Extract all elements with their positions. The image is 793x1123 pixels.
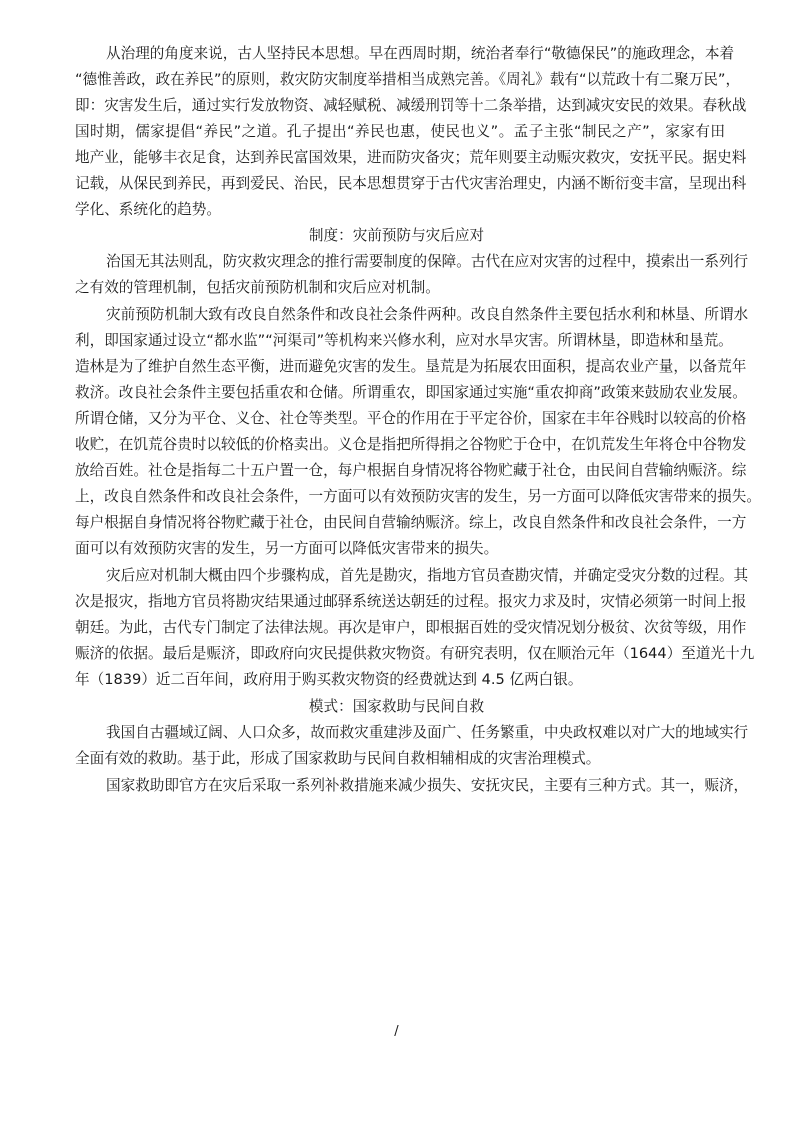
paragraph-3-line-1: 灾前预防机制大致有改良自然条件和改良社会条件两种。改良自然条件主要包括水利和林垦、所谓水: [106, 306, 749, 323]
paragraph-1-line-3: 即：灾害发生后，通过实行发放物资、减轻赋税、减缓刑罚等十二条举措，达到减灾安民的效果。春秋战: [75, 97, 747, 114]
paragraph-1-line-1: 从治理的角度来说，古人坚持民本思想。早在西周时期，统治者奉行“敬德保民”的施政理念，本着: [106, 45, 735, 62]
paragraph-5-line-2: 全面有效的救助。基于此，形成了国家救助与民间自救相辅相成的灾害治理模式。: [75, 750, 601, 767]
paragraph-4-line-2: 次是报灾，指地方官员将勘灾结果通过邮驿系统送达朝廷的过程。报灾力求及时，灾情必须第一时间上报: [75, 593, 747, 610]
paragraph-4-line-5: 年（1839）近二百年间，政府用于购买救灾物资的经费就达到 4.5 亿两白银。: [75, 671, 583, 688]
paragraph-1-line-6: 记载，从保民到养民，再到爱民、治民，民本思想贯穿于古代灾害治理史，内涵不断衍变丰富，呈现出科: [75, 175, 747, 192]
paragraph-3-line-2: 利，即国家通过设立“都水监”“河渠司”等机构来兴修水利，应对水旱灾害。所谓林垦，即造林和垦荒。: [75, 332, 733, 349]
paragraph-3-line-5: 所谓仓储，又分为平仓、义仓、社仓等类型。平仓的作用在于平定谷价，国家在丰年谷贱时以较高的价格: [75, 410, 747, 427]
paragraph-4-line-4: 赈济的依据。最后是赈济，即政府向灾民提供救灾物资。有研究表明，仅在顺治元年（1644）至道光十九: [75, 645, 755, 662]
paragraph-4-line-3: 朝廷。为此，古代专门制定了法律法规。再次是审户，即根据百姓的受灾情况划分极贫、次贫等级，用作: [75, 619, 747, 636]
paragraph-3-line-4: 救济。改良社会条件主要包括重农和仓储。所谓重农，即国家通过实施“重农抑商”政策来鼓励农业发展。: [75, 384, 747, 401]
section-heading-mode: 模式：国家救助与民间自救: [308, 698, 485, 715]
paragraph-1-line-2: “德惟善政，政在养民”的原则，救灾防灾制度举措相当成熟完善。《周礼》载有“以荒政十有二聚万民”，: [75, 71, 741, 88]
paragraph-1-line-7: 学化、系统化的趋势。: [75, 201, 221, 218]
paragraph-1-line-5: 地产业，能够丰衣足食，达到养民富国效果，进而防灾备灾；荒年则要主动赈灾救灾，安抚平民。据史料: [75, 149, 747, 166]
paragraph-2-line-1: 治国无其法则乱，防灾救灾理念的推行需要制度的保障。古代在应对灾害的过程中，摸索出一系列行: [106, 253, 749, 270]
paragraph-5-line-1: 我国自古疆域辽阔、人口众多，故而救灾重建涉及面广、任务繁重，中央政权难以对广大的地域实行: [106, 724, 749, 741]
paragraph-3-line-8: 上，改良自然条件和改良社会条件，一方面可以有效预防灾害的发生，另一方面可以降低灾害带来的损失。: [75, 488, 761, 505]
paragraph-3-line-6: 收贮，在饥荒谷贵时以较低的价格卖出。义仓是指把所得捐之谷物贮于仓中，在饥荒发生年将仓中谷物发: [75, 436, 747, 453]
paragraph-3-line-10: 面可以有效预防灾害的发生，另一方面可以降低灾害带来的损失。: [75, 540, 499, 557]
section-heading-system: 制度：灾前预防与灾后应对: [308, 227, 485, 244]
paragraph-1-line-4: 国时期，儒家提倡“养民”之道。孔子提出“养民也惠，使民也义”。孟子主张“制民之产”，家家有田: [75, 123, 725, 140]
paragraph-4-line-1: 灾后应对机制大概由四个步骤构成，首先是勘灾，指地方官员查勘灾情，并确定受灾分数的过程。其: [106, 567, 749, 584]
page-number: /: [394, 1024, 399, 1039]
paragraph-3-line-7: 放给百姓。社仓是指每二十五户置一仓，每户根据自身情况将谷物贮藏于社仓，由民间自营输纳赈济。综: [75, 462, 747, 479]
paragraph-2-line-2: 之有效的管理机制，包括灾前预防机制和灾后应对机制。: [75, 279, 440, 296]
paragraph-3-line-9: 每户根据自身情况将谷物贮藏于社仓，由民间自营输纳赈济。综上，改良自然条件和改良社会条件，一方: [75, 514, 747, 531]
paragraph-3-line-3: 造林是为了维护自然生态平衡，进而避免灾害的发生。垦荒是为拓展农田面积，提高农业产量，以备荒年: [75, 358, 747, 375]
paragraph-6-line-1: 国家救助即官方在灾后采取一系列补救措施来减少损失、安抚灾民，主要有三种方式。其一，赈济，: [106, 777, 749, 794]
